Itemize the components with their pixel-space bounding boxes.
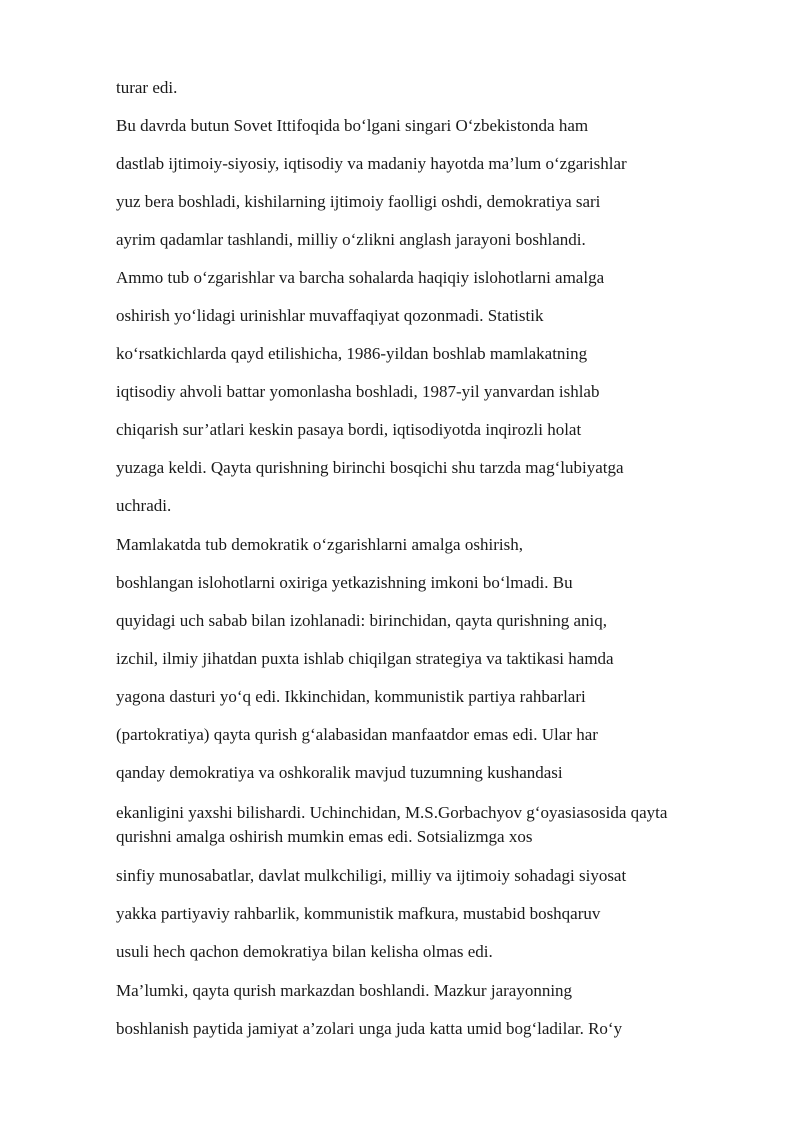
- text-line: usuli hech qachon demokratiya bilan kelisha olmas edi.: [116, 942, 493, 961]
- text-line: Bu davrda butun Sovet Ittifoqida bo‘lgani singari O‘zbekistonda ham: [116, 116, 589, 135]
- text-line: ayrim qadamlar tashlandi, milliy o‘zlikni anglash jarayoni boshlandi.: [116, 230, 586, 249]
- text-line: oshirish yo‘lidagi urinishlar muvaffaqiyat qozonmadi. Statistik: [116, 306, 544, 325]
- text-line: Mamlakatda tub demokratik o‘zgarishlarni amalga oshirish,: [116, 535, 523, 554]
- text-line: ekanligini yaxshi bilishardi. Uchinchidan, M.S.Gorbachyov g‘oyasiasosida qayta: [116, 803, 668, 822]
- text-line: iqtisodiy ahvoli battar yomonlasha boshladi, 1987-yil yanvardan ishlab: [116, 382, 600, 401]
- text-line: boshlanish paytida jamiyat a’zolari unga juda katta umid bog‘ladilar. Ro‘y: [116, 1019, 623, 1038]
- text-line: boshlangan islohotlarni oxiriga yetkazishning imkoni bo‘lmadi. Bu: [116, 573, 573, 592]
- text-line: dastlab ijtimoiy-siyosiy, iqtisodiy va madaniy hayotda ma’lum o‘zgarishlar: [116, 154, 627, 173]
- text-line: uchradi.: [116, 496, 172, 515]
- text-line: yakka partiyaviy rahbarlik, kommunistik mafkura, mustabid boshqaruv: [116, 904, 601, 923]
- text-line: yuzaga keldi. Qayta qurishning birinchi bosqichi shu tarzda mag‘lubiyatga: [116, 458, 624, 477]
- text-line: qanday demokratiya va oshkoralik mavjud tuzumning kushandasi: [116, 763, 563, 782]
- text-line: Ammo tub o‘zgarishlar va barcha sohalarda haqiqiy islohotlarni amalga: [116, 268, 605, 287]
- text-line: quyidagi uch sabab bilan izohlanadi: birinchidan, qayta qurishning aniq,: [116, 611, 607, 630]
- text-line: qurishni amalga oshirish mumkin emas edi. Sotsializmga xos: [116, 827, 533, 846]
- text-line: yagona dasturi yo‘q edi. Ikkinchidan, kommunistik partiya rahbarlari: [116, 687, 586, 706]
- text-line: izchil, ilmiy jihatdan puxta ishlab chiqilgan strategiya va taktikasi hamda: [116, 649, 614, 668]
- text-line: sinfiy munosabatlar, davlat mulkchiligi, milliy va ijtimoiy sohadagi siyosat: [116, 866, 627, 885]
- text-line: yuz bera boshladi, kishilarning ijtimoiy faolligi oshdi, demokratiya sari: [116, 192, 601, 211]
- text-line: chiqarish sur’atlari keskin pasaya bordi, iqtisodiyotda inqirozli holat: [116, 420, 582, 439]
- text-line: turar edi.: [116, 78, 178, 97]
- text-line: (partokratiya) qayta qurish g‘alabasidan manfaatdor emas edi. Ular har: [116, 725, 598, 744]
- text-line: Ma’lumki, qayta qurish markazdan boshlandi. Mazkur jarayonning: [116, 981, 573, 1000]
- text-line: ko‘rsatkichlarda qayd etilishicha, 1986-yildan boshlab mamlakatning: [116, 344, 588, 363]
